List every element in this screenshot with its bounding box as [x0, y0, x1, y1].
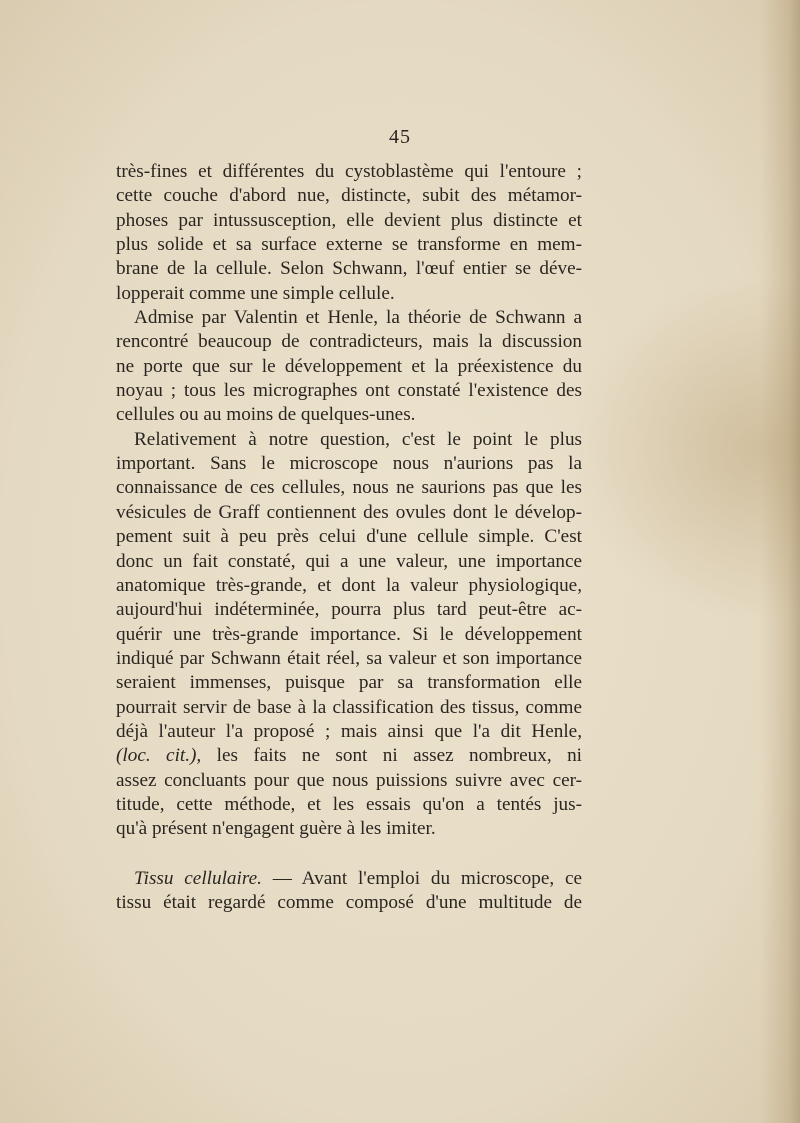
text-line: tissu était regardé comme composé d'une multitude de — [116, 891, 582, 913]
text-line: rencontré beaucoup de contradicteurs, mais la discussion — [116, 331, 582, 353]
text-line: connaissance de ces cellules, nous ne saurions pas que les — [116, 477, 582, 499]
text-line: brane de la cellule. Selon Schwann, l'œuf entier se déve- — [116, 258, 582, 280]
section-gap — [116, 842, 582, 867]
text-line: pourrait servir de base à la classification des tissus, comme — [116, 696, 582, 718]
text-line: lopperait comme une simple cellule. — [116, 282, 395, 304]
text-line: seraient immenses, puisque par sa transformation elle — [116, 672, 582, 694]
text-line: vésicules de Graff contiennent des ovules dont le dévelop- — [116, 501, 582, 523]
text-line: quérir une très-grande importance. Si le développement — [116, 623, 582, 645]
text-line: donc un fait constaté, qui a une valeur, une importance — [116, 550, 582, 572]
text-line: Relativement à notre question, c'est le point le plus — [134, 428, 582, 450]
text-line: titude, cette méthode, et les essais qu'on a tentés jus- — [116, 793, 582, 815]
text-line: ne porte que sur le développement et la préexistence du — [116, 355, 582, 377]
text-line: qu'à présent n'engagent guère à les imiter. — [116, 818, 436, 840]
text-line: important. Sans le microscope nous n'aurions pas la — [116, 453, 582, 475]
text-line: indiqué par Schwann était réel, sa valeur et son importance — [116, 647, 582, 669]
text-line: assez concluants pour que nous puissions suivre avec cer- — [116, 769, 582, 791]
text-line — [116, 744, 582, 768]
citation-continuation: les faits ne sont ni assez nombreux, ni — [216, 745, 583, 767]
text-line: très-fines et différentes du cystoblastème qui l'entoure ; — [116, 161, 582, 182]
text-line: déjà l'auteur l'a proposé ; mais ainsi que l'a dit Henle, — [116, 720, 582, 742]
text-line: phoses par intussusception, elle devient plus distincte et — [116, 209, 582, 231]
citation: (loc. cit.), — [116, 745, 202, 767]
text-line: cette couche d'abord nue, distincte, subit des métamor- — [116, 185, 582, 207]
text-line — [116, 867, 582, 891]
section-first-line: — Avant l'emploi du microscope, ce — [272, 867, 582, 889]
page-edge-shading — [760, 0, 800, 1123]
text-line: Admise par Valentin et Henle, la théorie de Schwann a — [134, 307, 582, 329]
text-line: anatomique très-grande, et dont la valeur physiologique, — [116, 574, 582, 596]
section-heading: Tissu cellulaire. — [134, 867, 262, 889]
page-number: 45 — [389, 126, 411, 148]
text-line: noyau ; tous les micrographes ont constaté l'existence des — [116, 380, 582, 402]
text-line: cellules ou au moins de quelques-unes. — [116, 404, 416, 426]
text-line: pement suit à peu près celui d'une cellule simple. C'est — [116, 526, 582, 548]
body-text — [116, 160, 582, 915]
text-line: aujourd'hui indéterminée, pourra plus tard peut-être ac- — [116, 599, 582, 621]
text-line: plus solide et sa surface externe se transforme en mem- — [116, 234, 582, 256]
